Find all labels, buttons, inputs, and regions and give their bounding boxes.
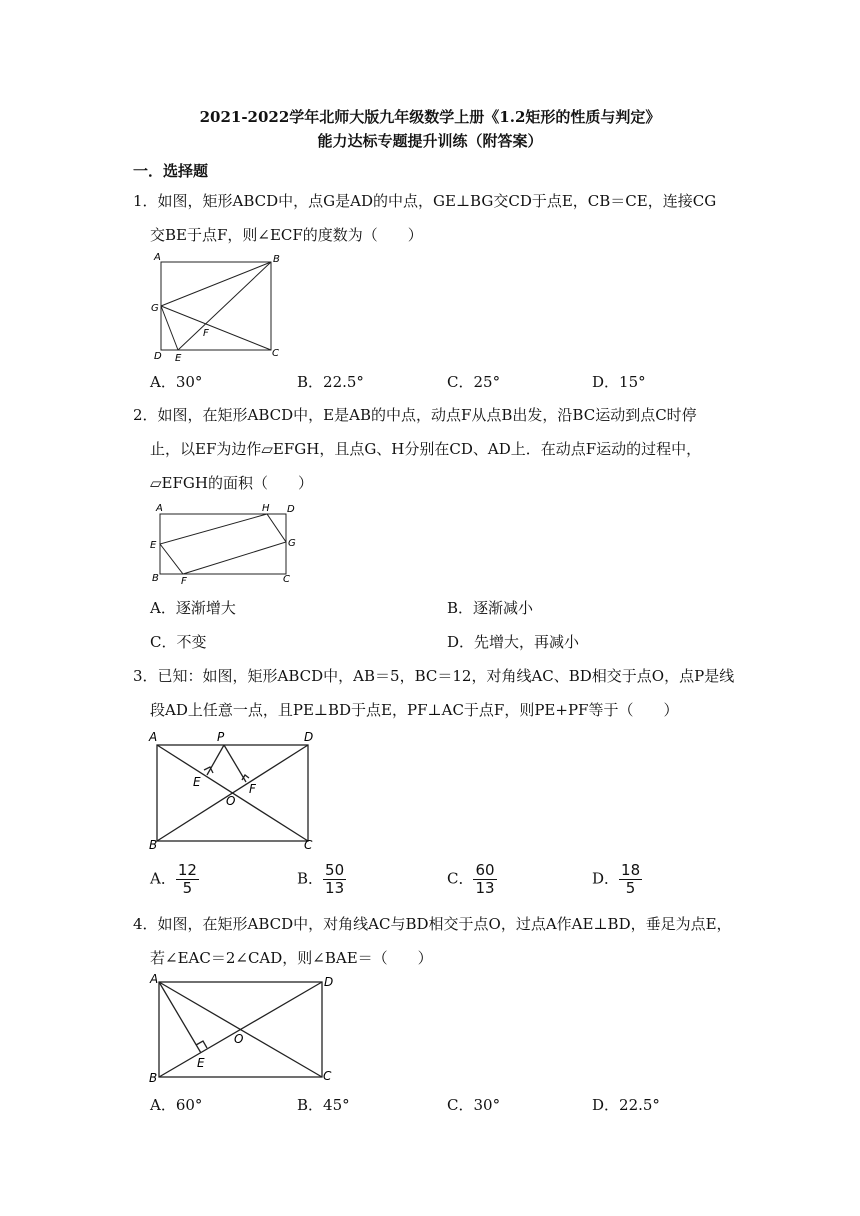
q3-label-a: A	[149, 730, 158, 744]
q3-option-a-letter: A．	[150, 869, 176, 888]
section-heading: 一．选择题	[133, 162, 209, 180]
q4-text-line1: 4．如图，在矩形ABCD中，对角线AC与BD相交于点O，过点A作AE⊥BD，垂足为点E，	[133, 915, 732, 933]
fraction-denominator: 5	[182, 879, 193, 897]
q2-label-d: D	[287, 504, 295, 515]
q4-option-c[interactable]: C．30°	[447, 1096, 501, 1114]
q1-option-c[interactable]: C．25°	[447, 373, 501, 391]
q3-label-d: D	[304, 730, 314, 744]
q1-label-f: F	[203, 328, 209, 339]
q1-label-g: G	[151, 303, 159, 314]
q2-label-b: B	[152, 573, 159, 584]
fraction-numerator: 18	[621, 861, 641, 879]
q4-option-a[interactable]: A．60°	[150, 1096, 203, 1114]
q2-label-h: H	[262, 503, 270, 514]
q2-label-g: G	[288, 538, 296, 549]
q1-figure	[145, 250, 290, 365]
fraction-denominator: 5	[625, 879, 636, 897]
q3-option-a-fraction	[176, 862, 199, 897]
doc-title-line1: 2021-2022学年北师大版九年级数学上册《1.2矩形的性质与判定》	[199, 108, 661, 126]
q3-label-e: E	[193, 775, 201, 789]
fraction-numerator: 60	[475, 861, 495, 879]
q4-label-e: E	[197, 1056, 205, 1070]
q2-label-e: E	[150, 540, 157, 551]
q3-option-c[interactable]	[447, 862, 497, 897]
q1-text-line2: 交BE于点F，则∠ECF的度数为（ ）	[150, 226, 423, 244]
q4-label-a: A	[150, 972, 159, 986]
q4-label-d: D	[324, 975, 334, 989]
q2-label-f: F	[181, 576, 187, 587]
q3-text-line1: 3．已知：如图，矩形ABCD中，AB＝5，BC＝12，对角线AC、BD相交于点O，点P是线	[133, 667, 735, 685]
q2-text-line1: 2．如图，在矩形ABCD中，E是AB的中点，动点F从点B出发，沿BC运动到点C时停	[133, 406, 697, 424]
fraction-denominator: 13	[325, 879, 345, 897]
q2-option-b[interactable]: B．逐渐减小	[447, 599, 534, 617]
q1-option-a[interactable]: A．30°	[150, 373, 203, 391]
q4-option-b[interactable]: B．45°	[297, 1096, 350, 1114]
q1-option-b[interactable]: B．22.5°	[297, 373, 364, 391]
q2-label-a: A	[156, 503, 163, 514]
q3-label-c: C	[304, 838, 313, 852]
q4-option-d[interactable]: D．22.5°	[592, 1096, 660, 1114]
q3-label-p: P	[217, 730, 225, 744]
q1-label-b: B	[273, 254, 280, 265]
q3-option-d-fraction	[619, 862, 642, 897]
q3-text-line2: 段AD上任意一点，且PE⊥BD于点E，PF⊥AC于点F，则PE+PF等于（ ）	[150, 701, 679, 719]
q2-text-line2: 止，以EF为边作▱EFGH，且点G、H分别在CD、AD上．在动点F运动的过程中，	[150, 440, 702, 458]
q2-option-a[interactable]: A．逐渐增大	[150, 599, 236, 617]
q1-label-c: C	[272, 348, 279, 359]
q4-text-line2: 若∠EAC＝2∠CAD，则∠BAE＝（ ）	[150, 949, 433, 967]
doc-title-line2: 能力达标专题提升训练（附答案）	[317, 132, 543, 150]
q3-option-c-letter: C．	[447, 869, 474, 888]
q3-label-o: O	[226, 794, 236, 808]
q3-option-c-fraction	[473, 862, 496, 897]
q1-label-d: D	[154, 351, 162, 362]
q2-label-c: C	[283, 574, 290, 585]
q3-option-d-letter: D．	[592, 869, 620, 888]
q3-label-b: B	[149, 838, 158, 852]
q1-label-e: E	[175, 353, 182, 364]
q4-label-c: C	[323, 1069, 332, 1083]
q4-label-b: B	[149, 1071, 158, 1085]
q1-option-d[interactable]: D．15°	[592, 373, 646, 391]
q3-label-f: F	[249, 782, 256, 796]
q2-text-line3: ▱EFGH的面积（ ）	[150, 474, 313, 492]
fraction-numerator: 12	[177, 861, 197, 879]
fraction-denominator: 13	[475, 879, 495, 897]
q3-option-b-fraction	[323, 862, 346, 897]
q2-option-c[interactable]: C．不变	[150, 633, 207, 651]
q3-option-b[interactable]	[297, 862, 346, 897]
q4-label-o: O	[234, 1032, 244, 1046]
fraction-numerator: 50	[325, 861, 345, 879]
q2-option-d[interactable]: D．先增大，再减小	[447, 633, 580, 651]
q3-option-b-letter: B．	[297, 869, 324, 888]
q4-figure	[145, 970, 345, 1085]
q1-label-a: A	[154, 252, 161, 263]
q3-option-d[interactable]	[592, 862, 642, 897]
q3-figure	[145, 725, 325, 853]
q2-figure	[145, 500, 305, 588]
q3-option-a[interactable]	[150, 862, 199, 897]
q1-text-line1: 1．如图，矩形ABCD中，点G是AD的中点，GE⊥BG交CD于点E，CB＝CE，连接CG	[133, 192, 717, 210]
